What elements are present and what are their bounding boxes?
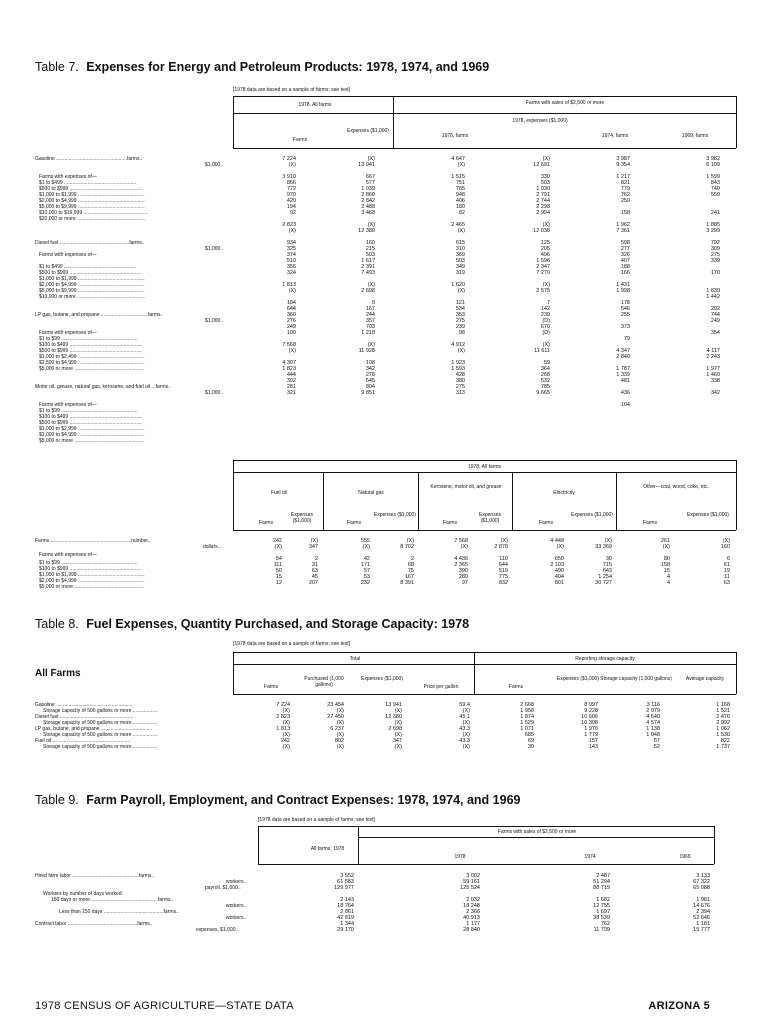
table7-title bbox=[35, 60, 489, 74]
row-label: $1 to $499 .................................................... bbox=[39, 180, 137, 186]
t7-sub-col: Expenses ($1,000) bbox=[479, 512, 501, 524]
rule bbox=[358, 826, 359, 864]
table8-title bbox=[35, 617, 469, 631]
row-label: LP gas, butane, and propane ..................................... bbox=[35, 726, 153, 732]
t7-sub-col4-values: (X) 8 702 2 68 75 167 8 391 bbox=[400, 538, 414, 586]
t7-sub-col9-values: 261 (X) 80 158 15 4 4 bbox=[660, 538, 670, 586]
t7-sub-col: Farms bbox=[642, 520, 658, 526]
t7-col3-values: 4 647 (X) 1 515 751 765 948 406 180 82 2 465 (X) 615 310 369 503 349 319 1 620 (X) 121 534 353 275 239 98 4 912 (X) 1 923 1 593 428 380 275 313 bbox=[451, 156, 465, 396]
rule bbox=[258, 826, 259, 864]
rule bbox=[233, 460, 234, 530]
row-label: $1 to $99 ....................................................... bbox=[39, 336, 138, 342]
row-label: Storage capacity of 500 gallons or more .................. bbox=[43, 708, 158, 714]
row-label: 150 days or more ................................................farms.. bbox=[51, 897, 174, 903]
rule bbox=[233, 472, 736, 473]
rule bbox=[233, 96, 736, 97]
t8-col: Purchased (1,000 gallons) bbox=[304, 676, 344, 688]
row-label: $5,000 to $9,999 ................................................ bbox=[39, 288, 145, 294]
t8-all-farms: All Farms bbox=[35, 668, 81, 679]
row-label: $1,000 to $1,999 ................................................ bbox=[39, 276, 145, 282]
rule bbox=[233, 460, 736, 461]
row-label: Hired farm labor ................................................farms.. bbox=[35, 873, 155, 879]
t9-col2-values: 3 002 59 161 125 524 2 032 18 248 2 366 40 913 1 177 28 840 bbox=[460, 873, 480, 933]
row-label: $10,000 or more ................................................. bbox=[39, 294, 146, 300]
t8-col: Average capacity bbox=[685, 676, 725, 682]
row-label: $500 to $999 .................................................... bbox=[39, 270, 142, 276]
t7-sub-electricity: Electricity bbox=[553, 490, 575, 496]
row-label: dollars.. bbox=[203, 544, 221, 550]
row-label: $1 to $99 ....................................................... bbox=[39, 408, 138, 414]
row-label: $2,000 to $4,999 ................................................ bbox=[39, 198, 145, 204]
row-label: Farms with expenses of— bbox=[39, 552, 97, 558]
table8-note: [1978 data are based on a sample of farms; see text] bbox=[233, 641, 351, 647]
row-label: workers.. bbox=[226, 879, 247, 885]
rule bbox=[233, 652, 234, 694]
t8-col: Expenses ($1,000) bbox=[361, 676, 403, 682]
t7-sub-col6-values: (X) 2 878 110 644 519 775 832 bbox=[494, 538, 508, 586]
t7-col-1974: 1974, farms bbox=[601, 133, 629, 139]
t7-hdr-sales: Farms with sales of $2,500 or more bbox=[525, 100, 605, 106]
t7-sub-kerosene: Kerosene, motor oil, and grease bbox=[430, 484, 502, 490]
t7-sub-col1-values: 242 (X) 54 111 50 15 12 bbox=[272, 538, 282, 586]
table9-note: [1978 data are based on a sample of farms; see text] bbox=[258, 817, 376, 823]
rule bbox=[233, 148, 736, 149]
row-label: $1,000.. bbox=[205, 390, 224, 396]
row-label: $1,000.. bbox=[205, 318, 224, 324]
row-label: Diesel fuel ..................................................farms.. bbox=[35, 240, 145, 246]
row-label: payroll, $1,000.. bbox=[205, 885, 241, 891]
row-label: $500 to $999 .................................................... bbox=[39, 186, 142, 192]
rule bbox=[418, 472, 419, 530]
rule bbox=[736, 652, 737, 694]
t9-hdr-allfarms: All farms, 1978 bbox=[310, 846, 345, 852]
rule bbox=[233, 113, 736, 114]
t7-sub-fueloil: Fuel oil bbox=[270, 490, 288, 496]
t7-col4-values: (X) 12 691 330 503 1 030 2 791 2 744 2 298 2 994 (X) 12 038 125 205 496 1 596 2 347 7 270 (X) 2 575 7 142 239 (D) 670 (D) (X) 11 611 59 364 268 532 785 9 665 bbox=[533, 156, 550, 396]
t7-col6-values: 3 982 6 109 1 599 843 740 559 241 1 885 3 299 792 309 275 339 170 1 639 1 442 292 744 249 354 4 117 2 243 1 977 1 460 338 342 bbox=[706, 156, 720, 396]
t7-sub-col: Farms bbox=[258, 520, 274, 526]
t7-sub-col8-values: (X) 33 369 30 715 643 1 254 30 727 bbox=[595, 538, 612, 586]
t8-col3-values: 13 941 (X) 12 380 (X) 2 698 (X) 347 (X) bbox=[385, 702, 402, 750]
row-label: Storage capacity of 500 gallons or more .................. bbox=[43, 720, 158, 726]
row-label: $500 to $999 .................................................... bbox=[39, 348, 142, 354]
row-label: $2,000 to $4,999 ................................................ bbox=[39, 578, 145, 584]
t7-col1-values: 7 224 (X) 3 910 866 772 970 420 194 92 2 823 (X) 934 325 374 510 356 324 1 813 (X) 184 644 360 276 249 100 7 568 (X) 4 307 1 823 444 392 281 321 bbox=[282, 156, 296, 396]
row-label: $1,000.. bbox=[205, 162, 224, 168]
t7-sub-col5-values: 7 568 (X) 4 436 2 365 390 280 97 bbox=[454, 538, 468, 586]
row-label: Storage capacity of 500 gallons or more .................. bbox=[43, 744, 158, 750]
row-label: $10,000 to $19,999 .............................................. bbox=[39, 210, 148, 216]
t9-hdr-sales: Farms with sales of $2,500 or more bbox=[497, 829, 577, 835]
t8-hdr-total: Total bbox=[349, 656, 361, 662]
row-label: $100 to $499 .................................................... bbox=[39, 414, 142, 420]
rule bbox=[233, 530, 736, 531]
table9-heading: Farm Payroll, Employment, and Contract Expenses: 1978, 1974, and 1969 bbox=[86, 793, 521, 807]
t8-col: Farms bbox=[508, 684, 524, 690]
t7-sub-col: Expenses ($1,000) bbox=[687, 512, 729, 518]
row-label: LP gas, butane, and propane ..................................farms.. bbox=[35, 312, 164, 318]
row-label: workers.. bbox=[226, 903, 247, 909]
rule bbox=[474, 652, 475, 694]
row-label: Farms with expenses of— bbox=[39, 402, 97, 408]
t8-col: Expenses ($1,000) bbox=[557, 676, 599, 682]
table9-title bbox=[35, 793, 520, 807]
t7-col-1969: 1969, farms bbox=[681, 133, 709, 139]
t8-col: Price per gallon bbox=[423, 684, 459, 690]
row-label: $1,000 to $2,999 ................................................ bbox=[39, 426, 145, 432]
row-label: $100 to $499 .................................................... bbox=[39, 342, 142, 348]
t8-col5-values: 2 668 1 958 1 874 1 529 1 071 685 69 30 bbox=[520, 702, 534, 750]
t7-sub-col: Expenses ($1,000) bbox=[571, 512, 613, 518]
row-label: $3,000 to $4,999 ................................................ bbox=[39, 432, 145, 438]
row-label: $1,000 to $1,999 ................................................ bbox=[39, 192, 145, 198]
rule bbox=[736, 460, 737, 530]
table8-number: Table 8. bbox=[35, 617, 79, 631]
t7-sub-col: Farms bbox=[538, 520, 554, 526]
t9-col-1978: 1978 bbox=[454, 854, 466, 860]
row-label: Farms ..........................................................number.. bbox=[35, 538, 151, 544]
t8-col6-values: 8 997 9 228 10 606 10 308 1 976 1 779 157 143 bbox=[581, 702, 598, 750]
t7-col2-values: (X) 13 941 667 577 1 039 2 860 2 842 2 488 3 468 (X) 12 380 160 215 503 1 617 2 391 7 493 (X) 2 698 9 167 244 357 703 1 218 (X) 11 928 108 342 278 545 804 9 851 bbox=[358, 156, 375, 396]
row-label: $5,000 to $9,999 ................................................ bbox=[39, 204, 145, 210]
row-label: $2,500 to $4,999 ................................................ bbox=[39, 360, 145, 366]
t8-col: Storage capacity (1,000 gallons) bbox=[600, 676, 672, 682]
row-label: $5,000 or more .................................................. bbox=[39, 438, 144, 444]
row-label: Farms with expenses of— bbox=[39, 174, 97, 180]
rule bbox=[233, 664, 736, 665]
t8-col: Farms bbox=[263, 684, 279, 690]
rule bbox=[323, 472, 324, 530]
t7-sub-naturalgas: Natural gas bbox=[358, 490, 384, 496]
t8-col2-values: 23 454 (X) 27 450 (X) 6 237 (X) 802 (X) bbox=[327, 702, 344, 750]
t8-col8-values: 1 168 1 521 2 476 2 992 1 062 1 530 822 1 737 bbox=[716, 702, 730, 750]
t9-col3-values: 2 487 51 294 88 719 1 682 12 755 1 697 38 539 762 11 709 bbox=[593, 873, 610, 933]
rule bbox=[736, 96, 737, 148]
t7-col-1978farms: 1978, farms bbox=[441, 133, 469, 139]
t8-col7-values: 3 116 2 979 4 640 4 574 1 138 1 048 57 52 bbox=[646, 702, 660, 750]
row-label: Storage capacity of 500 gallons or more .................. bbox=[43, 732, 158, 738]
table7-heading: Expenses for Energy and Petroleum Products: 1978, 1974, and 1969 bbox=[86, 60, 490, 74]
t9-col4-values: 3 133 67 322 65 088 1 981 14 676 2 394 52 646 1 181 15 777 bbox=[693, 873, 710, 933]
t7-sub-col: Expenses ($1,000) bbox=[291, 512, 313, 524]
row-label: Contract labor ..................................................farms.. bbox=[35, 921, 153, 927]
t7-hdr-allfarms: 1978, All farms bbox=[298, 102, 332, 108]
t7-sub-hdr: 1978, All farms bbox=[467, 464, 502, 470]
row-label: workers.. bbox=[226, 915, 247, 921]
rule bbox=[233, 694, 736, 695]
row-label: $1,000 to $1,999 ................................................ bbox=[39, 572, 145, 578]
row-label: Farms with expenses of— bbox=[39, 252, 97, 258]
row-label: $100 to $999 .................................................... bbox=[39, 566, 142, 572]
rule bbox=[714, 826, 715, 864]
t8-col1-values: 7 224 (X) 2 823 (X) 1 813 (X) 242 (X) bbox=[276, 702, 290, 750]
t8-col4-values: 59.4 (X) 45.1 (X) 43.3 (X) 43.3 (X) bbox=[459, 702, 470, 750]
row-label: $5,000 or more .................................................. bbox=[39, 584, 144, 590]
row-label: $2,000 to $4,999 ................................................ bbox=[39, 282, 145, 288]
t7-sub-col10-values: (X) 160 6 61 19 11 63 bbox=[720, 538, 730, 586]
t7-sub-col: Expenses ($1,000) bbox=[374, 512, 416, 518]
t7-col-1978exp: 1978, expenses ($1,000) bbox=[512, 118, 568, 124]
row-label: Farms with expenses of— bbox=[39, 330, 97, 336]
table7-number: Table 7. bbox=[35, 60, 79, 74]
rule bbox=[258, 826, 714, 827]
rule bbox=[358, 837, 714, 838]
row-label: Less than 150 days ...........................................farms.. bbox=[59, 909, 179, 915]
row-label: $1 to $99 ....................................................... bbox=[39, 560, 138, 566]
row-label: expenses, $1,000.. bbox=[196, 927, 239, 933]
row-label: $1,000.. bbox=[205, 246, 224, 252]
rule bbox=[233, 652, 736, 653]
table7-note: [1978 data are based on a sample of farms; see text] bbox=[233, 87, 351, 93]
t7-col-farms: Farms bbox=[292, 137, 308, 143]
t7-col-expenses: Expenses ($1,000) bbox=[347, 128, 389, 134]
t9-col-1974: 1974 bbox=[584, 854, 596, 860]
row-label: Workers by number of days worked: bbox=[43, 891, 123, 897]
row-label: $1 to $499 .................................................... bbox=[39, 264, 137, 270]
table8-heading: Fuel Expenses, Quantity Purchased, and Storage Capacity: 1978 bbox=[86, 617, 470, 631]
row-label: $500 to $999 .................................................... bbox=[39, 420, 142, 426]
rule bbox=[233, 96, 234, 148]
row-label: $20,000 or more ................................................. bbox=[39, 216, 146, 222]
row-label: Gasoline ...................................................farms.. bbox=[35, 156, 143, 162]
row-label: Diesel fuel ..................................................... bbox=[35, 714, 134, 720]
row-label: $5,000 or more .................................................. bbox=[39, 366, 144, 372]
t9-col-1969: 1969 bbox=[679, 854, 691, 860]
footer-right: ARIZONA 5 bbox=[648, 1000, 710, 1012]
footer-left: 1978 CENSUS OF AGRICULTURE—STATE DATA bbox=[35, 1000, 294, 1012]
row-label: Gasoline ........................................................ bbox=[35, 702, 134, 708]
t7-sub-col: Farms bbox=[346, 520, 362, 526]
rule bbox=[512, 472, 513, 530]
t7-col5-values: 3 987 9 354 1 217 821 779 762 250 158 1 962 7 361 598 277 326 407 188 166 1 431 1 998 178 546 255 373 79 4 347 2 840 1 787 1 339 481 436 104 bbox=[616, 156, 630, 408]
t7-sub-col7-values: 4 448 (X) 650 2 103 490 404 801 bbox=[550, 538, 564, 586]
row-label: $1,000 to $2,499 ................................................ bbox=[39, 354, 145, 360]
t7-sub-col3-values: 555 (X) 42 171 57 53 232 bbox=[360, 538, 370, 586]
row-label: Fuel oil ........................................................ bbox=[35, 738, 131, 744]
t7-sub-other: Other—coal, wood, coke, etc. bbox=[643, 484, 709, 490]
t8-hdr-storage: Reporting storage capacity bbox=[575, 656, 635, 662]
rule bbox=[393, 96, 394, 148]
row-label: Motor oil, grease, natural gas, kerosene, and fuel oil ...farms.. bbox=[35, 384, 171, 390]
rule bbox=[616, 472, 617, 530]
t7-sub-col2-values: (X) 347 2 31 63 45 207 bbox=[308, 538, 318, 586]
t9-col1-values: 3 552 61 583 129 977 2 143 18 764 2 861 42 819 1 344 29 170 bbox=[334, 873, 354, 933]
rule bbox=[258, 864, 714, 865]
t7-sub-col: Farms bbox=[442, 520, 458, 526]
table9-number: Table 9. bbox=[35, 793, 79, 807]
